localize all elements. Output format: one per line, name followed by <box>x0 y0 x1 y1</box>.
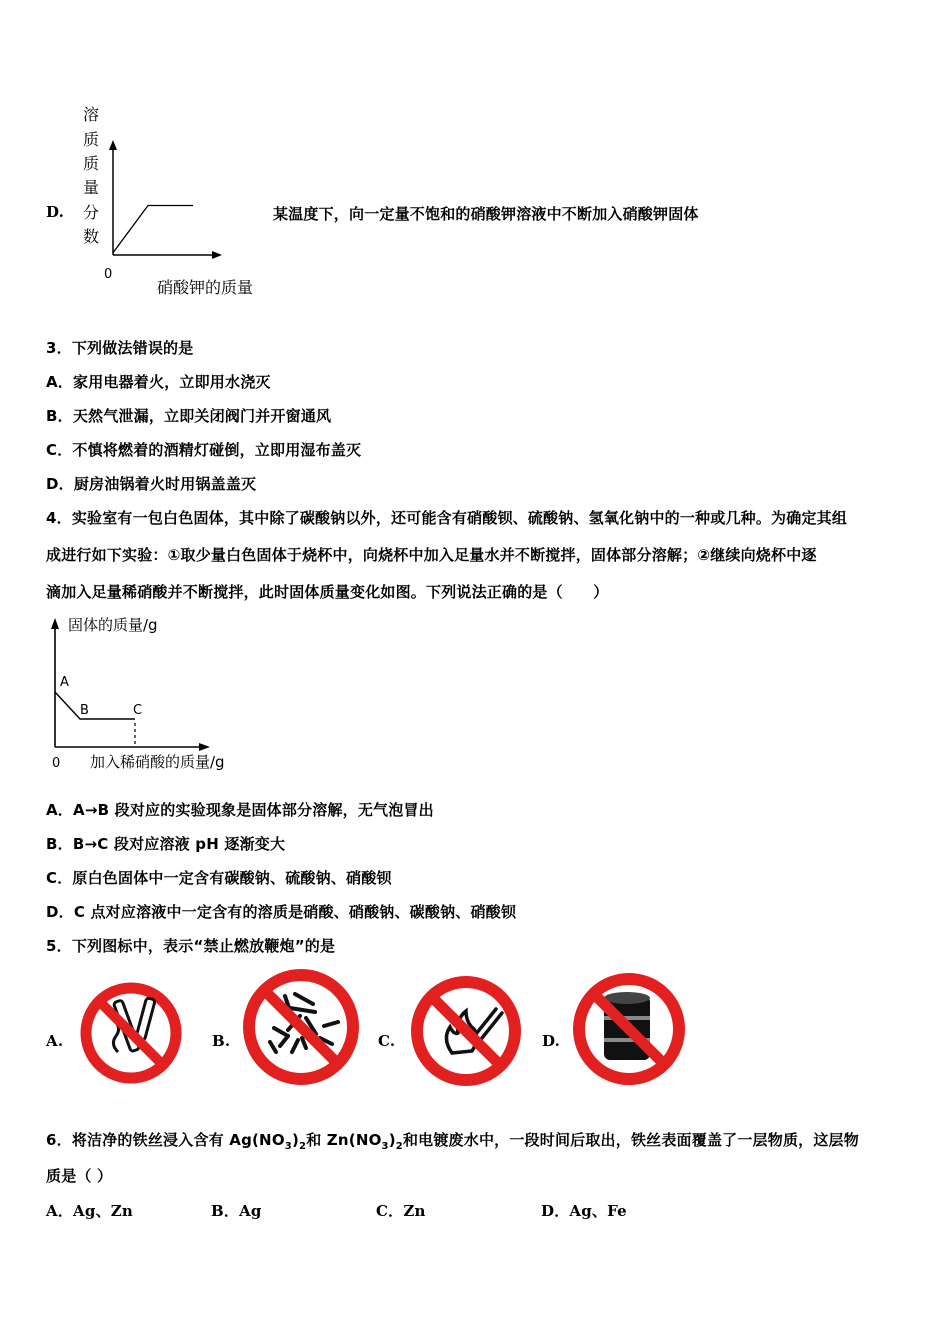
q6-option-a[interactable]: A．Ag、Zn <box>46 1202 134 1220</box>
q4-stem-line-1: 4．实验室有一包白色固体，其中除了碳酸钠以外，还可能含有硝酸钡、硫酸钠、氢氧化钠中的一种或几种。为确定其组 <box>46 509 848 527</box>
subscript: 2 <box>395 1141 403 1152</box>
q5-option-b-label[interactable]: B. <box>212 1032 231 1050</box>
no-smoking-sign-icon[interactable] <box>78 980 184 1086</box>
q5-option-a-label[interactable]: A. <box>46 1032 64 1050</box>
x-axis-arrow-icon <box>212 251 222 259</box>
q4-option-c[interactable]: C．原白色固体中一定含有碳酸钠、硫酸钠、硝酸钡 <box>46 869 392 887</box>
y-label-char: 质 <box>83 130 100 149</box>
q6-option-d[interactable]: D．Ag、Fe <box>541 1202 627 1220</box>
no-firecrackers-sign-icon[interactable] <box>240 966 362 1088</box>
y-axis-arrow-icon <box>109 140 117 150</box>
q3-option-a[interactable]: A．家用电器着火，立即用水浇灭 <box>46 373 271 391</box>
q2-option-d-text: 某温度下，向一定量不饱和的硝酸钾溶液中不断加入硝酸钾固体 <box>273 205 699 223</box>
q6-option-c[interactable]: C．Zn <box>376 1202 426 1220</box>
q6-stem-line-1 <box>46 1129 859 1152</box>
q3-stem: 3．下列做法错误的是 <box>46 339 194 357</box>
q6-stem-part: 和 Zn(NO <box>306 1131 382 1149</box>
no-open-flame-sign-icon[interactable] <box>408 973 524 1089</box>
x-axis-label: 加入稀硝酸的质量/g <box>90 753 225 771</box>
origin-label: 0 <box>52 756 61 771</box>
q5-stem: 5．下列图标中，表示“禁止燃放鞭炮”的是 <box>46 937 336 955</box>
y-axis-arrow-icon <box>51 618 59 629</box>
q6-option-b[interactable]: B．Ag <box>211 1202 262 1220</box>
q2-solute-fraction-graph <box>75 100 275 305</box>
y-label-char: 数 <box>83 227 100 246</box>
q4-option-d[interactable]: D．C 点对应溶液中一定含有的溶质是硝酸、硝酸钠、碳酸钠、硝酸钡 <box>46 903 517 921</box>
x-axis-arrow-icon <box>199 743 210 751</box>
y-label-char: 分 <box>83 203 100 222</box>
q4-option-b[interactable]: B．B→C 段对应溶液 pH 逐渐变大 <box>46 835 286 853</box>
q4-solid-mass-graph <box>40 612 270 777</box>
y-label-char: 溶 <box>83 105 100 124</box>
x-axis-label: 硝酸钾的质量 <box>157 278 254 297</box>
q4-option-a[interactable]: A．A→B 段对应的实验现象是固体部分溶解，无气泡冒出 <box>46 801 434 819</box>
y-label-char: 量 <box>83 178 100 197</box>
subscript: 3 <box>284 1141 292 1152</box>
point-b-label: B <box>80 703 89 718</box>
y-label-char: 质 <box>83 154 100 173</box>
q5-option-c-label[interactable]: C. <box>378 1032 396 1050</box>
origin-label: 0 <box>104 267 113 282</box>
q3-option-b[interactable]: B．天然气泄漏，立即关闭阀门并开窗通风 <box>46 407 332 425</box>
subscript: 2 <box>299 1141 307 1152</box>
point-a-label: A <box>60 675 69 690</box>
q6-stem-line-2: 质是（ ） <box>46 1167 113 1185</box>
data-line <box>55 692 135 719</box>
q6-stem-part: 6．将洁净的铁丝浸入含有 Ag(NO <box>46 1131 285 1149</box>
data-line <box>113 206 193 253</box>
q6-stem-part: ) <box>291 1131 300 1149</box>
q5-option-d-label[interactable]: D. <box>542 1032 561 1050</box>
q4-stem-line-2: 成进行如下实验：①取少量白色固体于烧杯中，向烧杯中加入足量水并不断搅拌，固体部分溶解；②继续向烧杯中逐 <box>46 546 817 564</box>
q4-stem-line-3: 滴加入足量稀硝酸并不断搅拌，此时固体质量变化如图。下列说法正确的是（ ） <box>46 583 609 601</box>
subscript: 3 <box>381 1141 389 1152</box>
y-axis-label: 固体的质量/g <box>68 616 158 634</box>
q3-option-c[interactable]: C．不慎将燃着的酒精灯碰倒，立即用湿布盖灭 <box>46 441 362 459</box>
q6-stem-part: ) <box>388 1131 396 1149</box>
q3-option-d[interactable]: D．厨房油锅着火时用锅盖盖灭 <box>46 475 257 493</box>
point-c-label: C <box>133 703 143 718</box>
q2-option-d-label: D. <box>46 203 65 221</box>
q6-stem-part: 和电镀废水中，一段时间后取出，铁丝表面覆盖了一层物质，这层物 <box>402 1131 859 1149</box>
no-fuel-barrel-sign-icon[interactable] <box>570 970 688 1088</box>
